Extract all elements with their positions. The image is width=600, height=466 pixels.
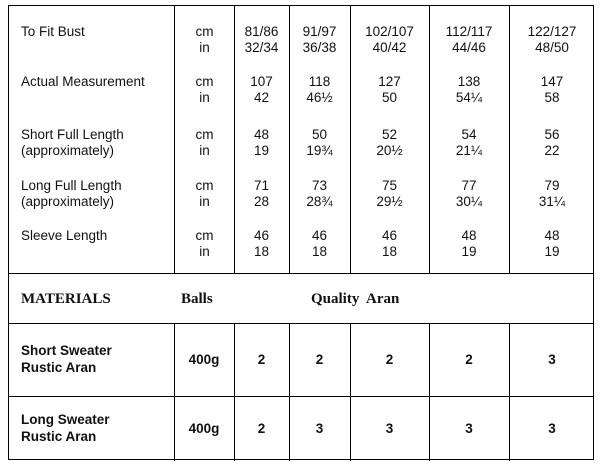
value-cm: 48 (544, 228, 560, 243)
value-cm: 54 (461, 127, 477, 142)
ball-count: 3 (465, 421, 473, 436)
materials-heading: MATERIALS (21, 291, 111, 307)
value-cm: 50 (311, 127, 328, 142)
unit-cm: cm (195, 228, 214, 243)
value-cm: 138 (457, 74, 481, 89)
value-in: 18 (311, 244, 328, 259)
row-label-long-note: (approximately) (21, 194, 115, 209)
unit-in: in (199, 244, 210, 259)
grid-line (234, 323, 235, 461)
value-in: 30¼ (455, 194, 483, 209)
grid-line (289, 323, 290, 461)
yarn-sublabel-long: Rustic Aran (21, 429, 97, 444)
grid-line (9, 323, 593, 324)
grid-line (9, 396, 593, 397)
value-in: 19 (544, 244, 560, 259)
value-in: 29½ (376, 194, 403, 209)
unit-cm: cm (195, 178, 214, 193)
ball-count: 2 (385, 352, 394, 367)
unit-cm: cm (195, 24, 214, 39)
value-in: 20½ (376, 143, 403, 158)
unit-in: in (199, 194, 210, 209)
value-cm: 48 (461, 228, 477, 243)
size-in: 32/34 (244, 40, 279, 55)
row-label-actual: Actual Measurement (21, 74, 145, 89)
ball-count: 2 (257, 352, 266, 367)
size-in: 48/50 (535, 40, 569, 55)
ball-count: 3 (315, 421, 324, 436)
value-in: 28¾ (306, 194, 333, 209)
value-in: 18 (381, 244, 398, 259)
value-cm: 48 (253, 127, 270, 142)
value-in: 19 (253, 143, 270, 158)
value-cm: 46 (381, 228, 398, 243)
size-cm: 81/86 (244, 24, 279, 39)
value-in: 31¼ (538, 194, 566, 209)
yarn-weight: 400g (188, 352, 220, 367)
size-in: 44/46 (452, 40, 486, 55)
value-cm: 75 (381, 178, 398, 193)
value-cm: 52 (381, 127, 398, 142)
grid-line (174, 6, 175, 273)
value-in: 19¾ (306, 143, 333, 158)
value-in: 18 (253, 244, 270, 259)
grid-line (350, 323, 351, 461)
value-cm: 46 (311, 228, 328, 243)
yarn-sublabel-short: Rustic Aran (21, 360, 97, 375)
grid-line (174, 323, 175, 461)
balls-heading: Balls (181, 291, 213, 307)
value-in: 42 (253, 90, 270, 105)
row-label-short: Short Full Length (21, 127, 124, 142)
size-cm: 102/107 (365, 24, 414, 39)
value-in: 46½ (306, 90, 333, 105)
value-cm: 56 (544, 127, 560, 142)
ball-count: 2 (257, 421, 266, 436)
size-cm: 122/127 (527, 24, 577, 39)
size-cm: 91/97 (302, 24, 337, 39)
value-in: 54¼ (455, 90, 483, 105)
unit-in: in (199, 90, 210, 105)
size-in: 40/42 (372, 40, 407, 55)
quality-heading: Quality Aran (311, 291, 400, 307)
yarn-weight: 400g (188, 421, 220, 436)
row-label-sleeve: Sleeve Length (21, 228, 108, 243)
size-cm: 112/117 (445, 24, 493, 39)
row-label-short-note: (approximately) (21, 143, 115, 158)
value-cm: 73 (311, 178, 328, 193)
value-cm: 147 (540, 74, 564, 89)
size-chart-table (8, 5, 594, 460)
value-in: 21¼ (455, 143, 483, 158)
value-cm: 71 (253, 178, 270, 193)
ball-count: 3 (385, 421, 394, 436)
value-cm: 118 (308, 74, 331, 89)
row-label-long: Long Full Length (21, 178, 122, 193)
grid-line (9, 273, 593, 274)
value-in: 58 (544, 90, 560, 105)
row-label-bust: To Fit Bust (21, 24, 85, 39)
ball-count: 2 (315, 352, 324, 367)
grid-line (509, 323, 510, 461)
unit-cm: cm (195, 74, 214, 89)
unit-in: in (199, 143, 210, 158)
ball-count: 2 (465, 352, 473, 367)
value-cm: 77 (461, 178, 477, 193)
ball-count: 3 (548, 421, 556, 436)
value-in: 50 (381, 90, 398, 105)
value-in: 22 (544, 143, 560, 158)
grid-line (429, 323, 430, 461)
value-cm: 127 (378, 74, 401, 89)
value-cm: 79 (544, 178, 560, 193)
size-in: 36/38 (302, 40, 337, 55)
value-in: 19 (461, 244, 477, 259)
yarn-label-short: Short Sweater (21, 343, 112, 358)
unit-in: in (199, 40, 210, 55)
value-cm: 46 (253, 228, 270, 243)
value-in: 28 (253, 194, 270, 209)
unit-cm: cm (195, 127, 214, 142)
yarn-label-long: Long Sweater (21, 412, 110, 427)
value-cm: 107 (250, 74, 273, 89)
ball-count: 3 (548, 352, 556, 367)
